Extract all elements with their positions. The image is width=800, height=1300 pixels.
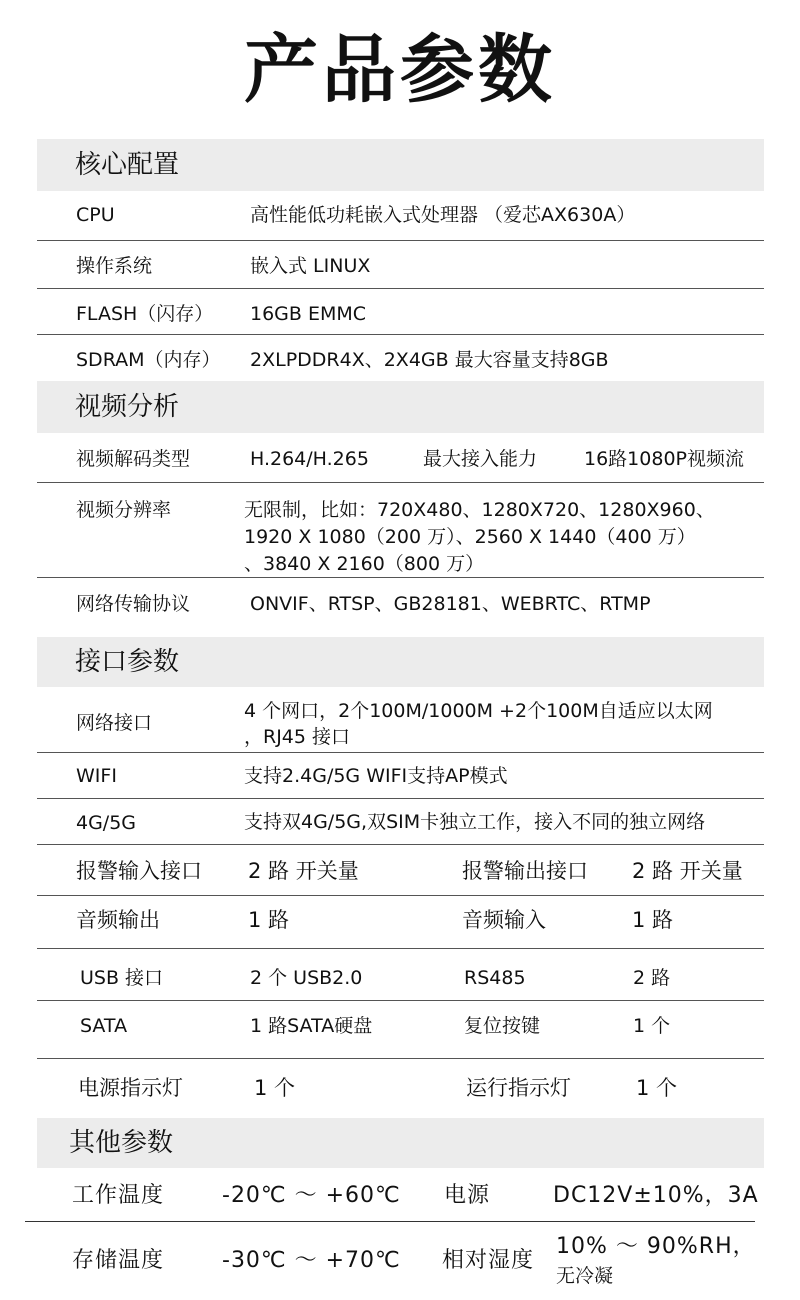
resolution-line-3: 、3840 X 2160（800 万） bbox=[244, 553, 485, 575]
network-label: 网络接口 bbox=[76, 712, 153, 734]
audio-in-label: 音频输入 bbox=[462, 908, 546, 932]
alarm-out-value: 2 路 开关量 bbox=[632, 859, 743, 883]
humidity-line-1: 10% ～ 90%RH， bbox=[556, 1234, 756, 1259]
sdram-label: SDRAM（内存） bbox=[76, 349, 221, 371]
power-led-label: 电源指示灯 bbox=[78, 1076, 183, 1100]
reset-key-label: 复位按键 bbox=[464, 1015, 541, 1037]
sata-value: 1 路SATA硬盘 bbox=[250, 1015, 373, 1037]
run-led-label: 运行指示灯 bbox=[466, 1076, 571, 1100]
humidity-label: 相对湿度 bbox=[442, 1248, 535, 1273]
row-divider bbox=[37, 482, 764, 483]
alarm-out-label: 报警输出接口 bbox=[462, 859, 588, 883]
wifi-value: 支持2.4G/5G WIFI支持AP模式 bbox=[244, 765, 508, 787]
alarm-in-value: 2 路 开关量 bbox=[248, 859, 359, 883]
power-label: 电源 bbox=[444, 1183, 491, 1208]
sata-label: SATA bbox=[80, 1015, 128, 1037]
audio-out-value: 1 路 bbox=[248, 908, 290, 932]
section-other: 其他参数 bbox=[37, 1118, 764, 1168]
resolution-label: 视频分辨率 bbox=[76, 499, 172, 521]
usb-value: 2 个 USB2.0 bbox=[250, 967, 363, 989]
protocol-value: ONVIF、RTSP、GB28181、WEBRTC、RTMP bbox=[250, 593, 651, 615]
rs485-value: 2 路 bbox=[633, 967, 671, 989]
os-value: 嵌入式 LINUX bbox=[250, 255, 371, 277]
row-divider bbox=[37, 334, 764, 335]
work-temp-label: 工作温度 bbox=[72, 1183, 165, 1208]
power-led-value: 1 个 bbox=[254, 1076, 296, 1100]
row-divider bbox=[37, 844, 764, 845]
section-video: 视频分析 bbox=[37, 381, 764, 433]
section-core: 核心配置 bbox=[37, 139, 764, 191]
storage-temp-label: 存储温度 bbox=[72, 1248, 165, 1273]
row-divider bbox=[37, 288, 764, 289]
wifi-label: WIFI bbox=[76, 765, 117, 787]
section-interface: 接口参数 bbox=[37, 637, 764, 687]
cpu-value: 高性能低功耗嵌入式处理器 （爱芯AX630A） bbox=[250, 204, 636, 226]
max-access-label: 最大接入能力 bbox=[423, 448, 538, 470]
decode-label: 视频解码类型 bbox=[76, 448, 191, 470]
power-value: DC12V±10%，3A bbox=[553, 1183, 759, 1208]
audio-out-label: 音频输出 bbox=[76, 908, 160, 932]
protocol-label: 网络传输协议 bbox=[76, 593, 191, 615]
flash-value: 16GB EMMC bbox=[250, 303, 367, 325]
network-line-2: ，RJ45 接口 bbox=[244, 726, 351, 748]
os-label: 操作系统 bbox=[76, 255, 153, 277]
4g5g-value: 支持双4G/5G,双SIM卡独立工作，接入不同的独立网络 bbox=[244, 811, 706, 833]
page-title: 产品参数 bbox=[244, 27, 556, 113]
storage-temp-value: -30℃ ～ +70℃ bbox=[222, 1248, 401, 1273]
humidity-line-2: 无冷凝 bbox=[556, 1265, 614, 1287]
row-divider bbox=[37, 752, 764, 753]
row-divider bbox=[37, 577, 764, 578]
row-divider bbox=[25, 1221, 755, 1222]
alarm-in-label: 报警输入接口 bbox=[76, 859, 202, 883]
network-line-1: 4 个网口，2个100M/1000M +2个100M自适应以太网 bbox=[244, 700, 713, 722]
row-divider bbox=[37, 895, 764, 896]
resolution-line-2: 1920 X 1080（200 万）、2560 X 1440（400 万） bbox=[244, 526, 696, 548]
row-divider bbox=[37, 948, 764, 949]
4g5g-label: 4G/5G bbox=[76, 812, 137, 834]
cpu-label: CPU bbox=[76, 204, 115, 226]
rs485-label: RS485 bbox=[464, 967, 526, 989]
row-divider bbox=[37, 1000, 764, 1001]
usb-label: USB 接口 bbox=[80, 967, 164, 989]
row-divider bbox=[37, 1058, 764, 1059]
sdram-value: 2XLPDDR4X、2X4GB 最大容量支持8GB bbox=[250, 349, 609, 371]
row-divider bbox=[37, 798, 764, 799]
run-led-value: 1 个 bbox=[636, 1076, 678, 1100]
decode-value: H.264/H.265 bbox=[250, 448, 369, 470]
work-temp-value: -20℃ ～ +60℃ bbox=[222, 1183, 401, 1208]
max-access-value: 16路1080P视频流 bbox=[584, 448, 744, 470]
reset-key-value: 1 个 bbox=[633, 1015, 671, 1037]
row-divider bbox=[37, 240, 764, 241]
audio-in-value: 1 路 bbox=[632, 908, 674, 932]
resolution-line-1: 无限制，比如：720X480、1280X720、1280X960、 bbox=[244, 499, 715, 521]
flash-label: FLASH（闪存） bbox=[76, 303, 214, 325]
